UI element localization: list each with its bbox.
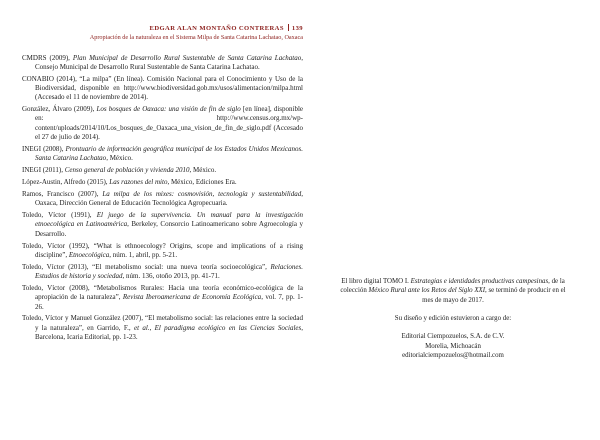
text-segment: López-Austin, Alfredo (2015),	[22, 178, 110, 187]
italic-text: La milpa de los mixes: cosmovisión, tecnología y sustentabilidad	[102, 189, 302, 198]
text-segment: editorialciempozuelos@hotmail.com	[402, 351, 504, 359]
bibliography-entry	[22, 284, 303, 312]
text-segment: González, Álvaro (2009),	[22, 105, 97, 114]
header-author: EDGAR ALAN MONTAÑO CONTRERAS	[149, 25, 284, 32]
running-header	[22, 24, 303, 41]
text-segment: INEGI (2008),	[22, 144, 66, 153]
text-segment: Toledo, Víctor y Manuel González (2007), “El metabolismo social: las relaciones entre la sociedad y la naturaleza”, en Garrido, F.,	[22, 314, 303, 332]
text-segment: , de la colección	[340, 278, 565, 295]
text-segment: CMDRS (2009),	[22, 53, 73, 62]
colophon-line	[337, 314, 569, 323]
italic-text: Revista Iberoamericana de Economía Ecológica	[122, 293, 262, 302]
italic-text: Los bosques de Oaxaca: una visión de fin de siglo	[96, 105, 241, 114]
colophon-block	[337, 314, 569, 323]
colophon-line	[337, 342, 569, 351]
italic-text: Prontuario de información geográfica municipal de los Estados Unidos Mexicanos. Santa Catarina Lachatao	[35, 144, 303, 163]
text-segment: , Oaxaca, Dirección General de Educación Tecnológica Agropecuaria.	[35, 189, 303, 208]
text-segment: ,	[149, 323, 155, 332]
text-segment: INEGI (2011),	[22, 166, 65, 175]
text-segment: El libro digital TOMO I.	[341, 278, 411, 285]
text-segment: Toledo, Víctor (2008), “Metabolismos Rurales: Hacia una teoría económico-ecológica de la apropiación de la naturaleza”,	[22, 283, 303, 302]
colophon-line	[337, 351, 569, 360]
bibliography-entry	[22, 75, 303, 103]
bibliography-entry	[22, 54, 303, 73]
bibliography-list	[22, 54, 303, 343]
left-page	[22, 24, 303, 345]
text-segment: , se terminó de producir en el mes de mayo de 2017.	[422, 287, 566, 304]
text-segment: Toledo, Víctor (1992), “What is ethnoecology? Origins, scope and implications of a rising discipline”,	[22, 241, 303, 259]
text-segment: Ramos, Francisco (2007),	[22, 189, 103, 198]
text-segment: Editorial Ciempozuelos, S.A. de C.V.	[401, 333, 505, 341]
text-segment: , México, Ediciones Era.	[167, 178, 237, 187]
bibliography-entry	[22, 242, 303, 261]
text-segment: , Barcelona, Icaria Editorial, pp. 1-23.	[35, 323, 303, 342]
header-line	[22, 24, 303, 32]
text-segment: CONABIO (2014), “La milpa” (En línea). Comisión Nacional para el Conocimiento y Uso de la Biodiversidad, disponible en http://www.biodiversidad.gob.mx/usos/alimentacion/milpa.html (Accesado el 11 de noviembre de 2014).	[22, 74, 303, 102]
text-segment: Toledo, Víctor (2013), “El metabolismo social: una nueva teoría socioecológica”,	[22, 262, 271, 271]
colophon-block	[337, 332, 569, 360]
bibliography-entry	[22, 166, 303, 175]
text-segment: Morelia, Michoacán	[425, 342, 481, 350]
page-number: 139	[291, 25, 303, 32]
bibliography-entry	[22, 211, 303, 239]
text-segment: Su diseño y edición estuvieron a cargo de:	[394, 314, 512, 322]
bibliography-entry	[22, 263, 303, 282]
text-segment: , México.	[106, 154, 133, 163]
text-segment: , núm. 136, otoño 2013, pp. 41-71.	[122, 272, 220, 281]
text-segment: , México.	[189, 166, 217, 175]
colophon-block	[337, 277, 569, 305]
text-segment: , Berkeley, Consorcio Latinoamericano sobre Agroecología y Desarrollo.	[35, 220, 303, 238]
bibliography-entry	[22, 178, 303, 187]
bibliography-entry	[22, 145, 303, 164]
colophon	[337, 277, 569, 360]
italic-text: Censo general de población y vivienda 2010	[64, 166, 190, 175]
italic-text: Plan Municipal de Desarrollo Rural Sustentable de Santa Catarina Lachatao	[72, 53, 302, 62]
italic-text: El juego de la supervivencia. Un manual para la investigación etnoecológica en Latinoamérica	[35, 211, 303, 229]
italic-text: Relaciones. Estudios de historia y sociedad	[35, 262, 303, 281]
header-separator	[288, 24, 289, 31]
italic-text: Etnoecológica	[68, 250, 110, 259]
bibliography-entry	[22, 190, 303, 209]
text-segment: , núm. 1, abril, pp. 5-21.	[109, 250, 178, 259]
italic-text: Estrategias e identidades productivas campesinas	[410, 278, 549, 285]
colophon-line	[337, 277, 569, 305]
italic-text: México Rural ante los Retos del Siglo XXI	[368, 287, 486, 295]
italic-text: Las razones del mito	[109, 178, 168, 187]
text-segment: [en línea], disponible en: http://www.census.org.mx/wp-content/uploads/2014/10/Los_bosques_de_Oaxaca_una_vision_de_fin_de_siglo.pdf (Accesado el 27 de julio de 2014).	[35, 105, 303, 142]
bibliography-entry	[22, 314, 303, 342]
italic-text: et al.	[134, 323, 150, 332]
header-title: Apropiación de la naturaleza en el Sistema Milpa de Santa Catarina Lachatao, Oaxaca	[89, 33, 303, 41]
bibliography-entry	[22, 105, 303, 142]
text-segment: , Consejo Municipal de Desarrollo Rural Sustentable de Santa Catarina Lachatao.	[35, 53, 303, 71]
colophon-line	[337, 332, 569, 341]
text-segment: Toledo, Víctor (1991),	[22, 211, 97, 220]
italic-text: El paradigma ecológico en las Ciencias Sociales	[154, 323, 302, 332]
text-segment: , vol. 7, pp. 1-26.	[35, 293, 303, 311]
